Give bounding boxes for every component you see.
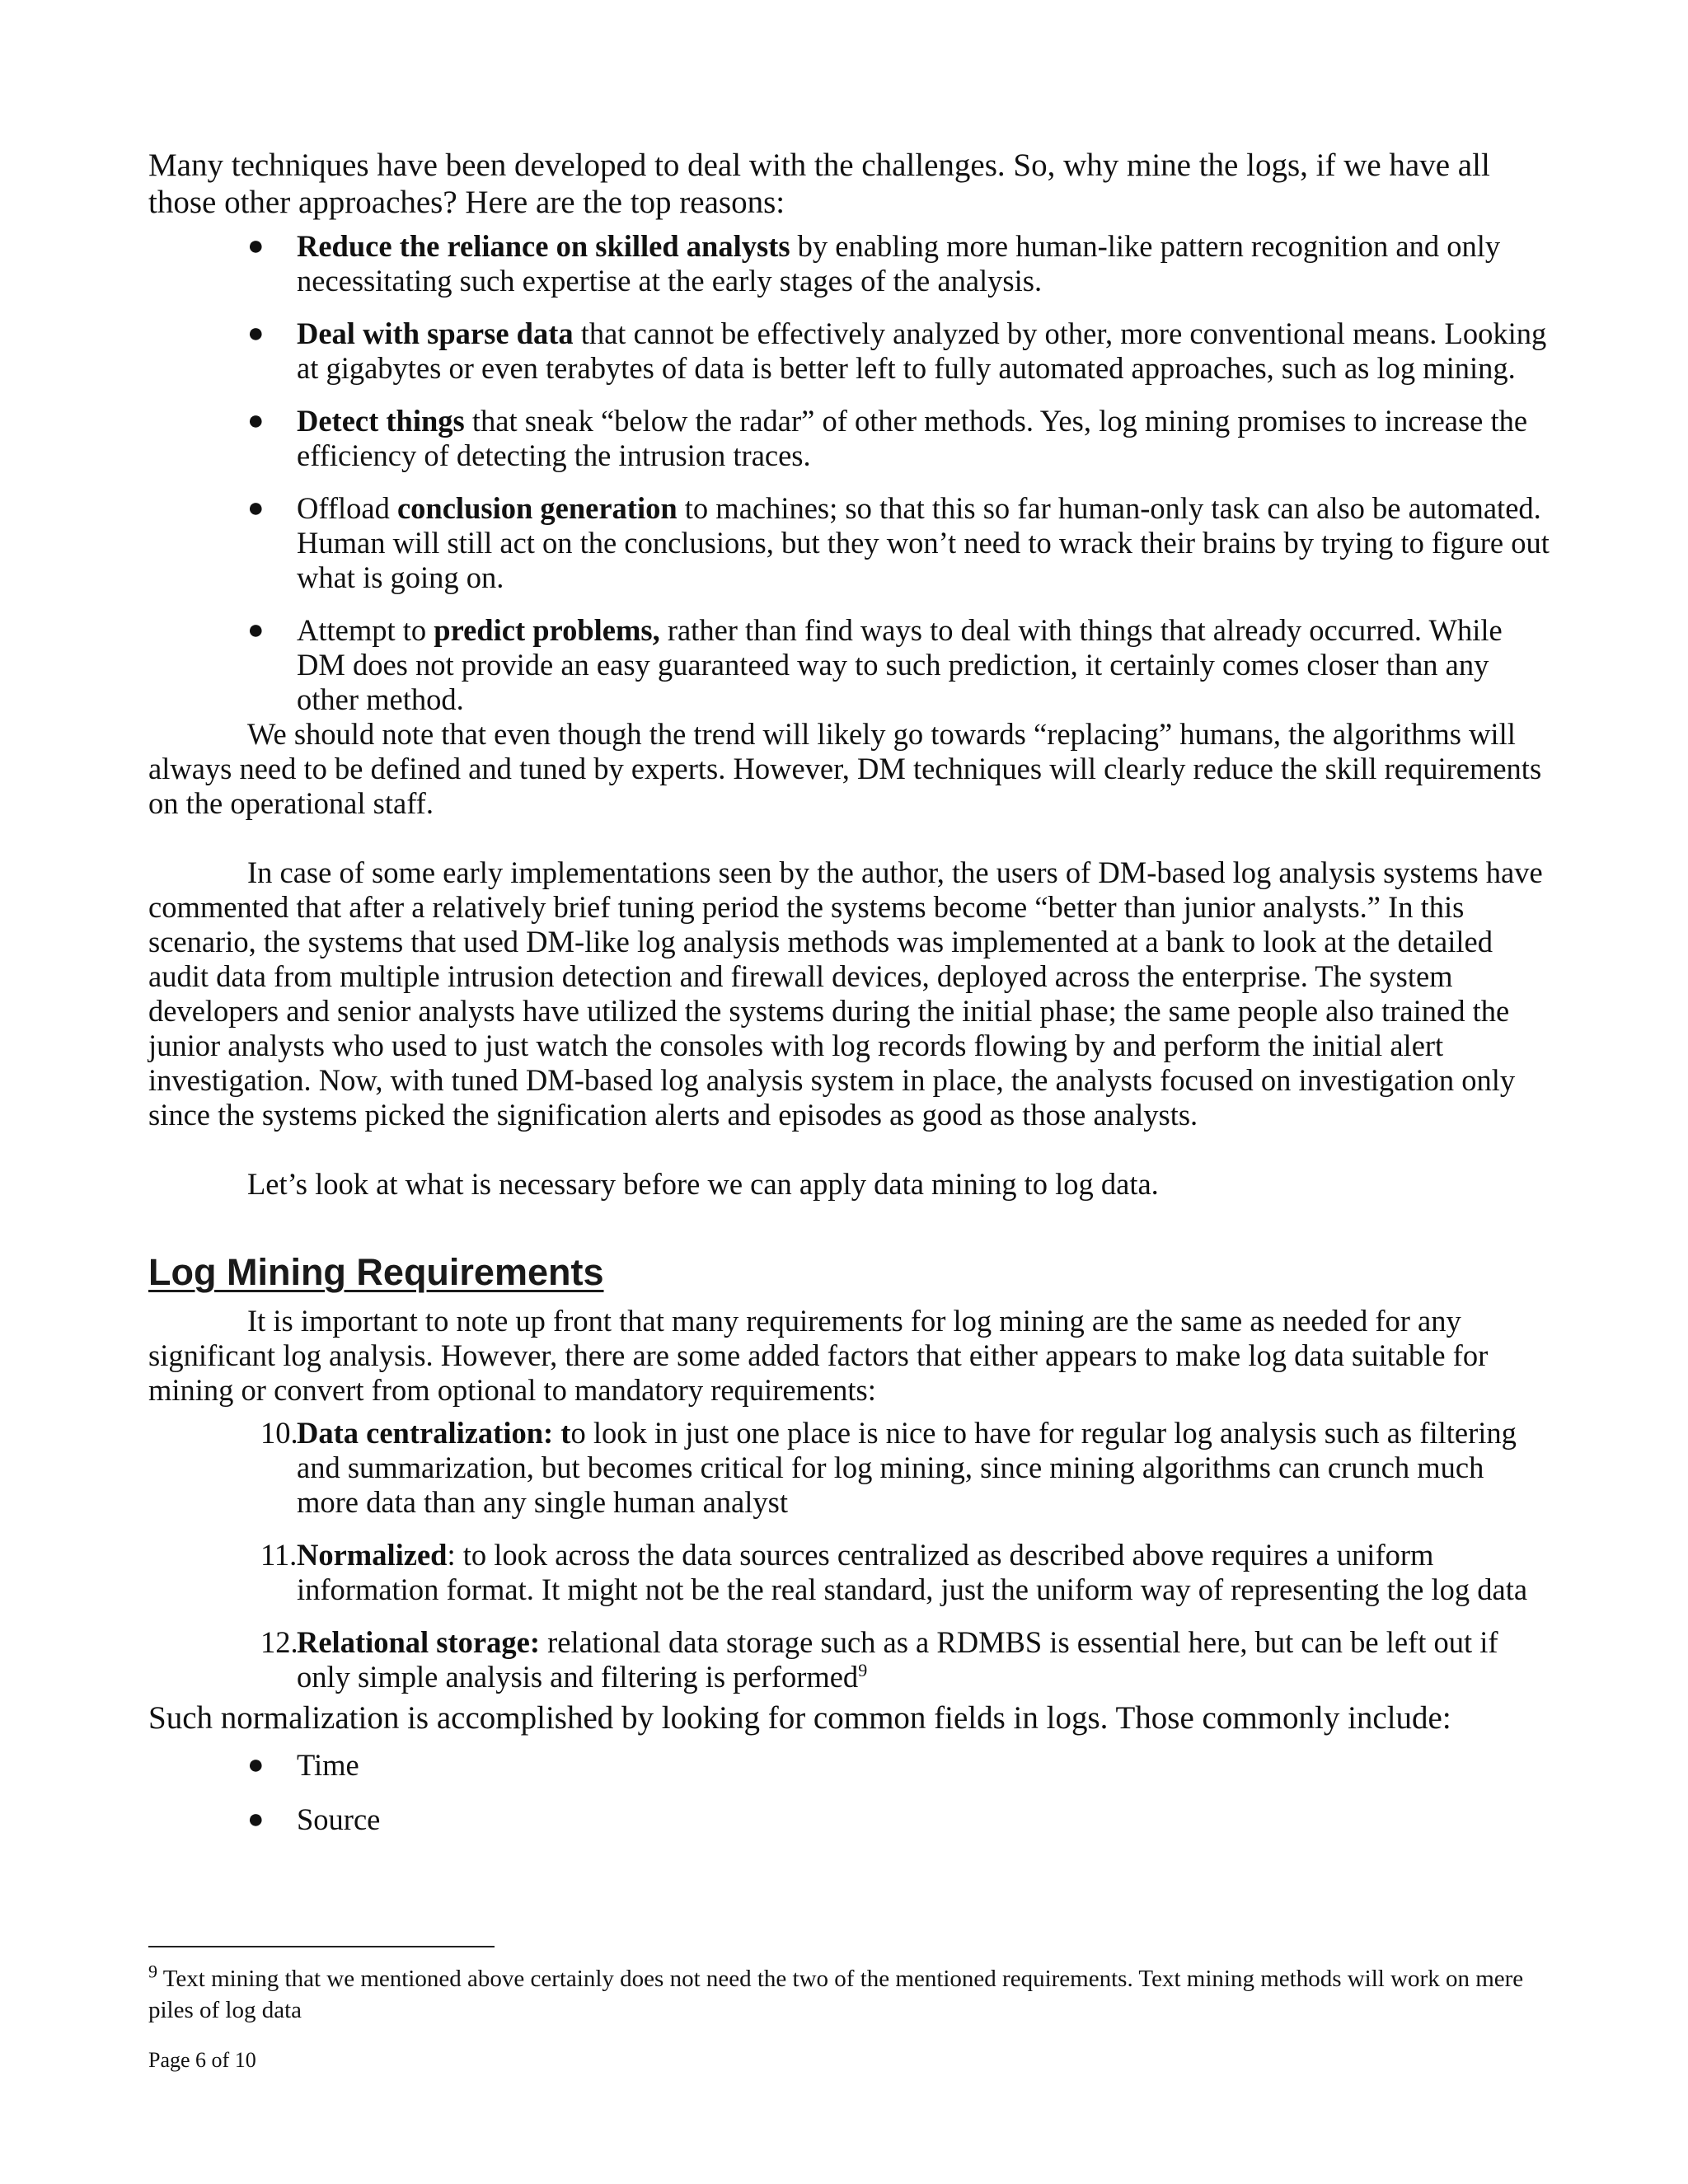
paragraph-transition: Let’s look at what is necessary before we can apply data mining to log data. bbox=[247, 1167, 1159, 1201]
reasons-list bbox=[148, 229, 1550, 717]
bullet-icon: ● bbox=[247, 231, 265, 261]
list-item: ● Deal with sparse data that cannot be effectively analyzed by other, more conventional means. Looking at gigabytes or even terabytes of data is better left to fully automated approaches, such as log mining. bbox=[247, 316, 1547, 385]
bullet-icon: ● bbox=[247, 493, 265, 523]
list-item: 11. Normalized: to look across the data sources centralized as described above requires a uniform information format. It might not be the real standard, just the uniform way of representing the log data bbox=[260, 1538, 1528, 1606]
normalization-paragraph: Such normalization is accomplished by looking for common fields in logs. Those commonly include: bbox=[148, 1700, 1451, 1736]
bullet-icon: ● bbox=[247, 318, 265, 349]
page-number: Page 6 of 10 bbox=[148, 2048, 256, 2072]
list-item: ● Reduce the reliance on skilled analysts by enabling more human-like pattern recognition and only necessitating such expertise at the early stages of the analysis. bbox=[247, 229, 1501, 298]
requirement-keyphrase: Data centralization: t bbox=[297, 1416, 571, 1450]
list-number: 10. bbox=[260, 1416, 298, 1450]
list-item: ● Time bbox=[247, 1748, 359, 1782]
reason-keyphrase: conclusion generation bbox=[396, 491, 678, 525]
list-item: ● Attempt to predict problems, rather than find ways to deal with things that already occurred. While DM does not provide an easy guaranteed way to such prediction, it certainly comes closer than any other method. bbox=[247, 613, 1503, 716]
list-number: 11. bbox=[260, 1538, 298, 1572]
reason-keyphrase: Detect things bbox=[297, 404, 465, 438]
footnote-divider bbox=[148, 1946, 495, 1947]
bullet-icon: ● bbox=[247, 1750, 265, 1780]
list-item: 10. Data centralization: to look in just one place is nice to have for regular log analysis such as filtering and summarization, but becomes critical for log mining, since mining algorithms can crunch much more data than any single human analyst bbox=[260, 1416, 1517, 1519]
reason-keyphrase: predict problems, bbox=[434, 613, 660, 647]
bullet-icon: ● bbox=[247, 1804, 265, 1835]
bullet-icon: ● bbox=[247, 615, 265, 645]
section-heading: Log Mining Requirements bbox=[148, 1251, 604, 1293]
list-item: 12. Relational storage: relational data storage such as a RDMBS is essential here, but can be left out if only simple analysis and filtering is performed$^9$ bbox=[260, 1625, 1498, 1694]
bullet-icon: ● bbox=[247, 405, 265, 436]
paragraph-implementations: In case of some early implementations seen by the author, the users of DM-based log analysis systems have commented that after a relatively brief tuning period the systems become “better than junior analysts.” In this scenario, the systems that used DM-like log analysis methods was implemented at a bank to look at the detailed audit data from multiple intrusion detection and firewall devices, deployed across the enterprise. The system developers and senior analysts have utilized the systems during the initial phase; the same people also trained the junior analysts who used to just watch the consoles with log records flowing by and perform the initial alert investigation. Now, with tuned DM-based log analysis system in place, the analysts focused on investigation only since the systems picked the signification alerts and episodes as good as those analysts. bbox=[148, 855, 1543, 1132]
requirement-keyphrase: Relational storage: bbox=[297, 1625, 540, 1659]
paragraph-experts: We should note that even though the trend will likely go towards “replacing” humans, the algorithms will always need to be defined and tuned by experts. However, DM techniques will clearly reduce the skill requirements on the operational staff. bbox=[148, 717, 1542, 820]
list-item: ● Source bbox=[247, 1802, 381, 1836]
reason-keyphrase: Reduce the reliance on skilled analysts bbox=[297, 229, 790, 263]
footnote-reference[interactable]: 9 bbox=[858, 1659, 868, 1680]
list-item: ● Detect things that sneak “below the radar” of other methods. Yes, log mining promises to increase the efficiency of detecting the intrusion traces. bbox=[247, 404, 1528, 472]
footnote bbox=[148, 1963, 1550, 2026]
section-intro: It is important to note up front that many requirements for log mining are the same as needed for any significant log analysis. However, there are some added factors that either appears to make log data suitable for mining or convert from optional to mandatory requirements: bbox=[148, 1304, 1489, 1407]
intro-paragraph: Many techniques have been developed to deal with the challenges. So, why mine the logs, if we have all those other approaches? Here are the top reasons: bbox=[148, 148, 1490, 220]
reason-keyphrase: Deal with sparse data bbox=[297, 316, 574, 350]
common-fields-list bbox=[148, 1748, 1550, 1837]
document-body bbox=[148, 147, 1550, 1837]
footnote-text: Text mining that we mentioned above certainly does not need the two of the mentioned requirements. Text mining methods will work on mere piles of log data bbox=[148, 1966, 1524, 2023]
list-number: 12. bbox=[260, 1625, 298, 1659]
requirements-list bbox=[148, 1416, 1550, 1694]
list-item: ● Offload conclusion generation to machines; so that this so far human-only task can also be automated. Human will still act on the conclusions, but they won’t need to wrack their brains by trying to figure out what is going on. bbox=[247, 491, 1550, 594]
footnote-mark: 9 bbox=[148, 1961, 157, 1982]
requirement-keyphrase: Normalized bbox=[297, 1538, 448, 1572]
